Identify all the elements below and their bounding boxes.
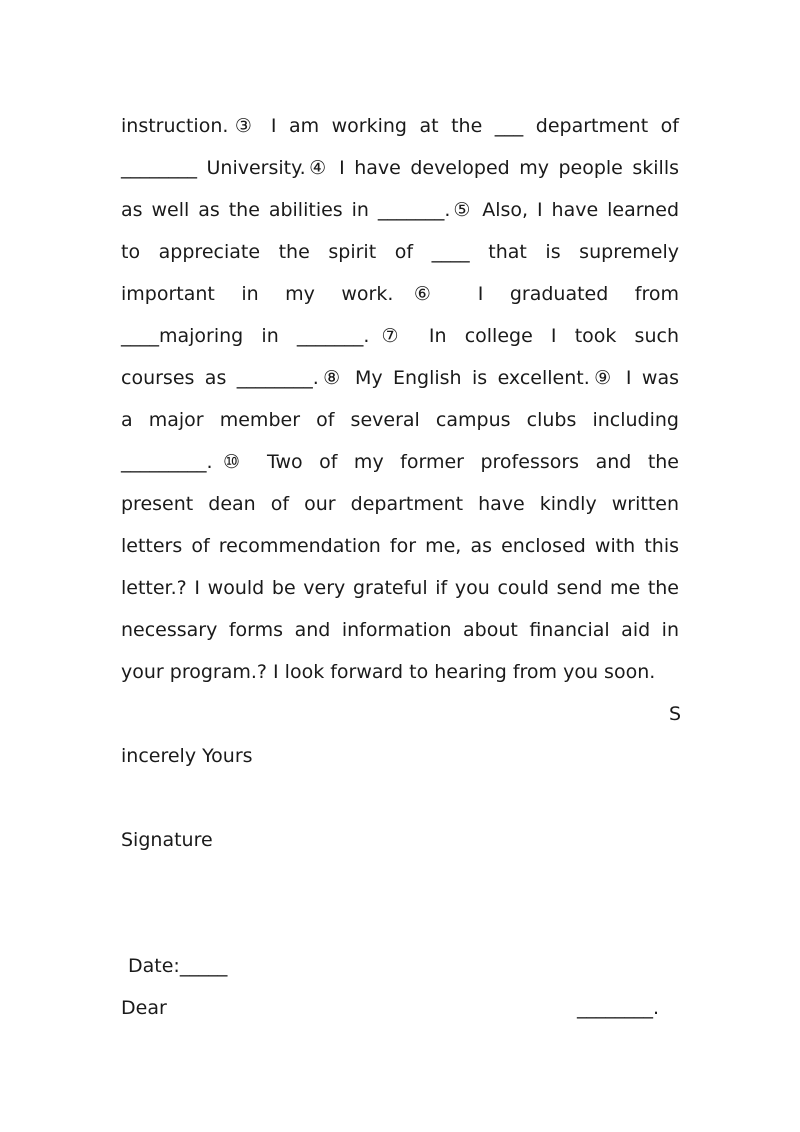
closing-text: incerely Yours xyxy=(121,745,253,767)
salutation-blank: ________. xyxy=(577,997,660,1019)
letter-body-line: courses as ________.⑧ My English is excellent.⑨ I was xyxy=(121,367,679,389)
letter-body-line: _________.⑩ Two of my former professors and the xyxy=(121,451,679,473)
letter-body-line: necessary forms and information about financial aid in xyxy=(121,619,679,641)
letter-body-line: to appreciate the spirit of ____ that is supremely xyxy=(121,241,679,263)
letter-body-line: present dean of our department have kindly written xyxy=(121,493,679,515)
letter-body-line: ____majoring in _______.⑦ In college I took such xyxy=(121,325,679,347)
letter-body-line: your program.? I look forward to hearing from you soon. xyxy=(121,661,656,683)
letter-body-line: instruction.③ I am working at the ___ department of xyxy=(121,115,679,137)
letter-body-line: letters of recommendation for me, as enclosed with this xyxy=(121,535,679,557)
salutation: Dear xyxy=(121,997,167,1019)
signature-label: Signature xyxy=(121,829,213,851)
letter-body-line: as well as the abilities in _______.⑤ Also, I have learned xyxy=(121,199,679,221)
letter-body-line: important in my work.⑥ I graduated from xyxy=(121,283,679,305)
letter-body-line: a major member of several campus clubs including xyxy=(121,409,679,431)
letter-body-line: letter.? I would be very grateful if you could send me the xyxy=(121,577,679,599)
date-field: Date:_____ xyxy=(128,955,228,977)
letter-body-line: ________ University.④ I have developed my people skills xyxy=(121,157,679,179)
closing-first-letter: S xyxy=(669,703,682,725)
